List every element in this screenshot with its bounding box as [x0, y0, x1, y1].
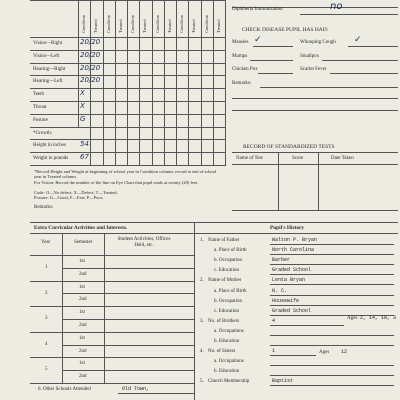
extra-col-activities: Student Activities, Offices Held, etc.	[117, 237, 171, 248]
grid-row-label: Weight in pounds	[33, 156, 69, 162]
grid-row-label: Throat	[33, 105, 47, 110]
pupil-field-label: b. Education	[214, 339, 240, 344]
pupil-field-label: a. Occupations	[214, 359, 244, 365]
pupil-field-number: 5.	[200, 379, 204, 385]
grid-row-mark: X	[80, 102, 85, 110]
extra-semester-label: 2nd	[79, 297, 87, 303]
grid-column-header: Condition	[130, 14, 135, 33]
other-schools-value: Old Town,	[122, 386, 150, 392]
extra-semester-label: 2nd	[79, 374, 87, 380]
pupil-field-label: a. Occupations	[214, 328, 244, 334]
pupil-field-value: North Carolina	[272, 247, 315, 254]
pupil-field-value: Lenta Bryan	[272, 277, 306, 284]
grid-row-mark: 54	[80, 140, 89, 149]
grid-column-header: Condition	[203, 14, 209, 33]
footnote-code: Code: O—No defect; X—Defect; T—Treated.	[34, 190, 118, 195]
pupil-field-value: 1	[272, 348, 276, 355]
grid-row-label: Hearing—Left	[33, 79, 63, 85]
pupil-field-value: Barber	[272, 257, 291, 264]
grid-column-header: Condition	[81, 14, 86, 33]
pupil-field-number: 4.	[200, 349, 204, 355]
disease-scarlet-fever: Scarlet Fever	[300, 67, 327, 72]
other-schools-label: 6. Other Schools Attended	[38, 387, 91, 392]
diphtheria-value: no	[330, 1, 343, 12]
grid-row-mark: 20/20	[80, 38, 101, 46]
pupil-field-label: c. Education	[214, 268, 239, 274]
grid-row-mark: G	[80, 114, 86, 123]
extra-semester-label: 2nd	[79, 271, 87, 277]
extra-semester-label: 1st	[79, 284, 85, 290]
pupil-field-label: No. of Sisters	[208, 349, 236, 355]
tests-col-date: Date Taken	[331, 156, 354, 161]
disease-whooping-cough: Whooping Cough	[300, 40, 336, 45]
grid-row-mark: 20/20	[80, 63, 101, 72]
grid-column-header: Condition	[179, 14, 184, 33]
grid-column-header: Treated	[117, 19, 123, 33]
footnote-record-height: *Record Height and Weight at beginning of school year in Condition column; record at end of school year in Treated column.	[34, 169, 217, 179]
pupil-field-label: c. Education	[214, 308, 239, 314]
pupil-field-value: Housewife	[272, 297, 300, 304]
extra-year-label: 3	[45, 316, 48, 322]
grid-row-label: Height in inches	[33, 143, 66, 149]
diphtheria-label: Diphtheria Immunization	[232, 7, 283, 12]
sisters-ages-value: 12	[341, 349, 348, 355]
pupil-field-value: Graded School	[272, 307, 312, 314]
pupil-field-label: a. Place of Birth	[214, 288, 247, 294]
grid-column-header: Treated	[93, 19, 99, 33]
grid-row-label: Posture	[33, 117, 48, 123]
pupil-field-value: Graded School	[272, 267, 312, 274]
sisters-ages-label: Ages	[319, 350, 330, 355]
pupil-field-number: 2.	[200, 278, 204, 284]
grid-row-label: Teeth	[33, 92, 45, 98]
pupil-field-number: 3.	[200, 318, 204, 324]
extra-col-semester: Semester	[74, 240, 93, 245]
pupil-field-value: Walton P. Bryan	[272, 237, 318, 243]
grid-row-mark: 20/20	[80, 50, 101, 59]
footnote-posture: Posture: G—Good; F—Fair; P—Poor.	[34, 195, 104, 200]
brothers-ages-value: 2, 14, 18, 3	[360, 315, 397, 321]
pupil-field-label: b. Education	[214, 369, 240, 375]
footnote-vision: For Vision: Record the number of the line on Eye Chart that pupil reads at twenty (20) feet.	[34, 180, 199, 185]
pupil-field-value: 4	[272, 317, 276, 324]
grid-column-header: Treated	[215, 19, 221, 33]
pupil-field-value: Baptist	[272, 378, 294, 385]
disease-chicken-pox: Chicken Pox	[232, 67, 258, 72]
grid-row-label: *Growth:	[33, 130, 53, 136]
check-disease-heading: CHECK DISEASE PUPIL HAS HAD:	[242, 27, 329, 33]
pupil-heading: Pupil's History	[270, 225, 304, 231]
disease-smallpox: Smallpox	[300, 54, 320, 59]
grid-remarks-label: Remarks:	[34, 205, 54, 210]
pupil-field-label: No. of Brothers	[208, 318, 240, 324]
grid-column-header: Condition	[154, 14, 160, 33]
disease-remarks-label: Remarks:	[232, 81, 252, 86]
extra-year-label: 4	[45, 341, 48, 347]
grid-column-header: Treated	[142, 19, 148, 33]
extra-semester-label: 1st	[79, 259, 85, 264]
measles-check-icon: ✓	[254, 35, 262, 45]
extra-semester-label: 1st	[79, 335, 85, 341]
pupil-field-label: b. Occupation	[214, 258, 243, 264]
extra-semester-label: 2nd	[79, 348, 87, 354]
grid-column-header: Treated	[166, 19, 172, 33]
grid-row-mark: 67	[80, 153, 89, 162]
tests-col-score: Score	[292, 156, 304, 161]
whooping-check-icon: ✓	[354, 35, 362, 45]
extra-heading: Extra Curricular Activities and Interests.	[34, 225, 128, 231]
extra-year-label: 2	[45, 290, 48, 296]
disease-mumps: Mumps	[232, 54, 248, 59]
pupil-field-label: Church Membership	[208, 379, 250, 385]
pupil-field-number: 1.	[200, 238, 204, 243]
grid-column-header: Condition	[105, 14, 111, 33]
pupil-field-label: a. Place of Birth	[214, 248, 247, 254]
pupil-field-label: Name of Father	[208, 238, 240, 243]
tests-heading: RECORD OF STANDARDIZED TESTS	[243, 144, 335, 150]
extra-semester-label: 2nd	[79, 323, 87, 328]
extra-col-year: Year	[41, 240, 51, 245]
disease-measles: Measles	[232, 40, 249, 45]
grid-column-header: Treated	[191, 19, 197, 33]
extra-year-label: 1	[45, 265, 48, 270]
pupil-field-label: b. Occupation	[214, 298, 243, 304]
grid-row-label: Vision—Left	[33, 53, 60, 59]
grid-row-label: Hearing—Right	[33, 66, 66, 72]
grid-row-mark: 20/20	[80, 76, 101, 85]
pupil-field-label: Name of Mother	[208, 278, 242, 284]
extra-semester-label: 1st	[79, 361, 85, 367]
extra-year-label: 5	[45, 367, 48, 373]
extra-semester-label: 1st	[79, 310, 85, 316]
grid-row-mark: X	[80, 89, 85, 98]
grid-row-label: Vision—Right	[33, 41, 63, 46]
brothers-ages-label: Ages	[347, 316, 358, 321]
pupil-field-value: N. C.	[272, 287, 288, 294]
tests-col-name: Name of Test	[236, 156, 263, 161]
